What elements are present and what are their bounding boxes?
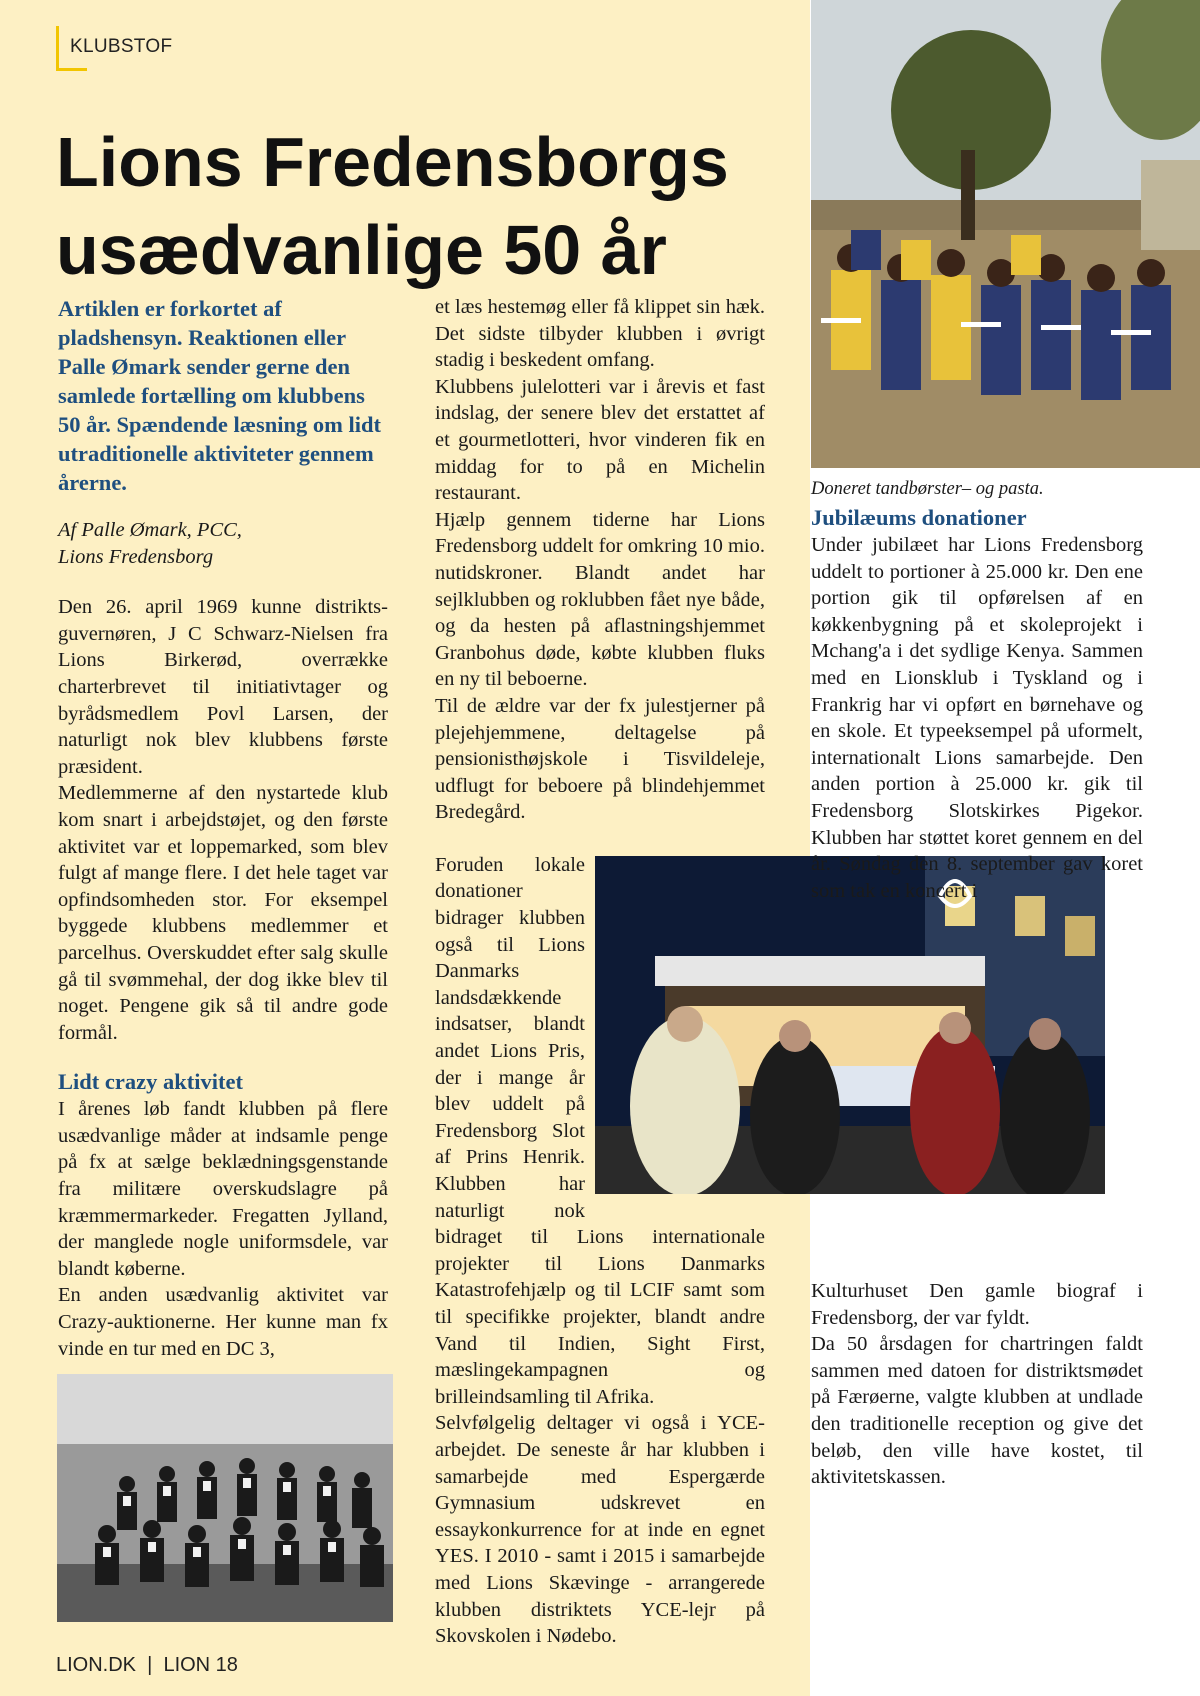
subheading-donations: Jubilæums donationer bbox=[811, 505, 1027, 530]
lead-paragraph: Artiklen er forkortet af pladshensyn. Reaktionen eller Palle Ømark sender gerne den samlede fortælling om klubbens 50 år. Spændende læsning om lidt utraditionelle aktiviteter gennem årerne. bbox=[58, 296, 382, 495]
paragraph: et læs hestemøg eller få klippet sin hæk. Det sidste tilbyder klubben i øvrigt stadig i beskedent omfang. bbox=[435, 296, 765, 372]
historical-group-photo bbox=[57, 1374, 393, 1622]
children-toothbrush-photo bbox=[811, 0, 1200, 468]
column-1 bbox=[58, 294, 388, 1362]
section-label: KLUBSTOF bbox=[70, 36, 173, 57]
byline-author: Af Palle Ømark, PCC, bbox=[58, 519, 242, 541]
column-3-continued bbox=[811, 1278, 1143, 1491]
column-2 bbox=[435, 294, 765, 1650]
paragraph: En anden usædvanlig aktivitet var Crazy-auktionerne. Her kunne man fx vinde en tur med en DC 3, bbox=[58, 1284, 388, 1360]
paragraph: Klubbens julelotteri var i årevis et fast indslag, der senere blev det erstattet af et gourmetlotteri, hvor vinderen fik en middag for to på en Michelin restaurant. bbox=[435, 375, 765, 505]
paragraph: Hjælp gennem tiderne har Lions Fredensborg uddelt for omkring 10 mio. nutidskroner. Blandt andet har sejlklubben og roklubben fået nye både, og da hesten på aflastningshjemmet Granbohus døde, købte klubben fluks en ny til beboerne. bbox=[435, 508, 765, 691]
paragraph: Under jubilæet har Lions Fredensborg uddelt to portioner à 25.000 kr. Den ene portion gik til opførelsen af en køkkenbygning på et skoleprojekt i Mchang'a i det sydlige Kenya. Sammen med en Lionsklub i Tyskland og i Frankrig har vi opført en børnehave og en skole. Et typeeksempel på uformelt, internationalt Lions samarbejde. Den anden portion à 25.000 kr. gik til Fredensborg Slotskirkes Pigekor. Klubben har støttet koret gennem en del år. Søndag den 8. september gav koret som tak en koncert i bbox=[811, 534, 1143, 902]
paragraph: Medlemmerne af den nystartede klub kom snart i arbejdstøjet, og den første aktivitet var et loppemarked, som blev fulgt af mange flere. I det hele taget var opfindsomheden stor. For eksempel byggede klubbens medlemmer et parcelhus. Overskuddet efter salg skulle gå til svømmehal, der dog ikke blev til noget. Pengene gik så til andre gode formål. bbox=[58, 782, 388, 1044]
page-footer: LION.DK | LION 18 bbox=[56, 1654, 238, 1676]
paragraph: Da 50 årsdagen for chartringen faldt sammen med datoen for distriktsmødet på Færøerne, valgte klubben at undlade den traditionelle reception og give det beløb, den ville have kostet, til aktivitetskassen. bbox=[811, 1333, 1143, 1489]
paragraph: Selvfølgelig deltager vi også i YCE-arbejdet. De seneste år har klubben i samarbejde med Espergærde Gymnasium udskrevet en essaykonkurrence for at inde en egnet YES. I 2010 - samt i 2015 i samarbejde med Lions Skævinge - arrangerede klubben distriktets YCE-lejr på Skovskolen i Nødebo. bbox=[435, 1412, 765, 1648]
paragraph: Til de ældre var der fx julestjerner på plejehjemmene, deltagelse på pensionisthøjskole i Tisvildeleje, udflugt for beboere på blindehjemmet Bredegård. bbox=[435, 694, 765, 824]
photo-caption: Doneret tandbørster– og pasta. bbox=[811, 479, 1044, 499]
subheading-crazy: Lidt crazy aktivitet bbox=[58, 1069, 243, 1095]
headline: Lions Fredensborgs usædvanlige 50 år bbox=[56, 123, 729, 289]
paragraph: Kulturhuset Den gamle biograf i Fredensborg, der var fyldt. bbox=[811, 1280, 1143, 1329]
byline-club: Lions Fredensborg bbox=[58, 545, 214, 568]
paragraph: Den 26. april 1969 kunne distrikts-guvernøren, J C Schwarz-Nielsen fra Lions Birkerød, overrække charterbrevet til initiativtager og byrådsmedlem Povl Larsen, der naturligt nok blev klubbens første præsident. bbox=[58, 596, 388, 778]
christmas-stall-photo bbox=[595, 856, 1105, 1194]
column-3 bbox=[811, 476, 1143, 904]
paragraph: I årenes løb fandt klubben på flere usædvanlige måder at indsamle penge på fx at sælge beklædningsgenstande fra militære overskudslagre på kræmmermarkeder. Fregatten Jylland, der manglede nogle uniformsdele, var blandt køberne. bbox=[58, 1098, 388, 1280]
paragraph: Foruden lokale donationer bidrager klubben også til Lions Danmarks landsdækkende indsatser, blandt andet Lions Pris, der i mange år blev uddelt på Fredensborg Slot af Prins Henrik. Klubben har naturligt nok bidraget til Lions internationale projekter til Lions Danmarks Katastrofehjælp og til LCIF samt som til specifikke projekter, blandt andre Vand til Indien, Sight First, mæslingekampagnen og brilleindsamling til Afrika. bbox=[435, 853, 765, 1408]
